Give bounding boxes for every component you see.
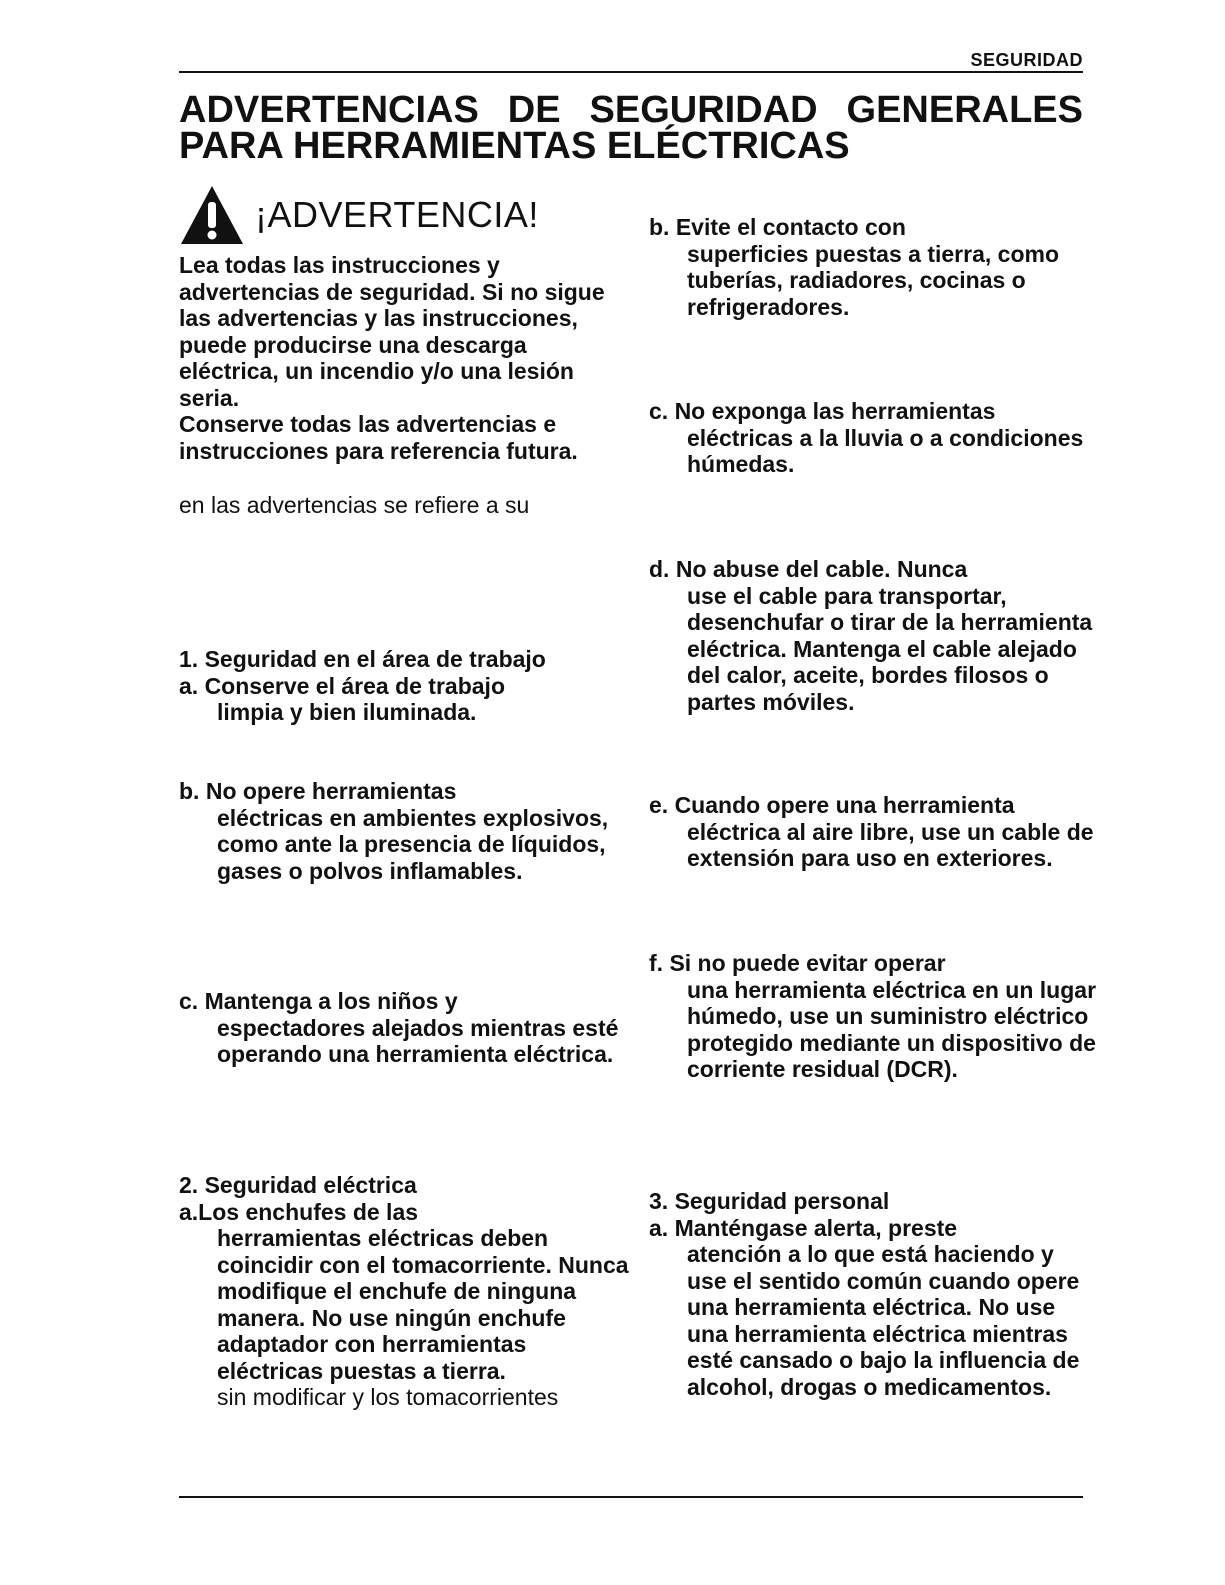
- warning-keep-text: Conserve todas las advertencias e instrucciones para referencia futura.: [179, 411, 578, 464]
- item-1c-text: espectadores alejados mientras esté operando una herramienta eléctrica.: [217, 1014, 619, 1067]
- left-column: [179, 178, 629, 1410]
- item-r-f: [649, 950, 1099, 1083]
- item-r-f-text: una herramienta eléctrica en un lugar húmedo, use un suministro eléctrico protegido mediante un dispositivo de corriente residual (DCR).: [687, 976, 1097, 1082]
- item-1b-lead: b. No opere herramientas: [179, 778, 457, 804]
- item-r-e: [649, 792, 1099, 872]
- section-1-heading: 1. Seguridad en el área de trabajo: [179, 646, 546, 672]
- item-2a-text: herramientas eléctricas deben coincidir con el tomacorriente. Nunca modifique el enchufe de ninguna manera. No use ningún enchufe adaptador con herramientas eléctricas puestas a tierra.: [217, 1225, 629, 1384]
- page-title: ADVERTENCIAS DE SEGURIDAD GENERALES PARA HERRAMIENTAS ELÉCTRICAS: [179, 89, 1083, 167]
- item-1b-text: eléctricas en ambientes explosivos, como ante la presencia de líquidos, gases o polvos inflamables.: [217, 804, 609, 884]
- warning-heading: [179, 178, 619, 252]
- section-3-heading: 3. Seguridad personal: [649, 1188, 890, 1214]
- item-1a-lead: a. Conserve el área de trabajo: [179, 672, 505, 699]
- item-2a: [179, 1199, 629, 1385]
- item-r-b-text: superficies puestas a tierra, como tuberías, radiadores, cocinas o refrigeradores.: [687, 240, 1059, 320]
- item-r-d-lead: d. No abuse del cable. Nunca: [649, 556, 968, 582]
- bottom-rule: [179, 1496, 1083, 1498]
- item-r-e-lead: e. Cuando opere una herramienta: [649, 792, 1015, 818]
- item-2a-lead: a.Los enchufes de las: [179, 1198, 419, 1225]
- item-r-d: [649, 556, 1099, 715]
- warning-label: ¡ADVERTENCIA!: [255, 194, 539, 235]
- warning-note: en las advertencias se refiere a su: [179, 492, 530, 518]
- item-r-c: [649, 398, 1099, 478]
- item-1c-lead: c. Mantenga a los niños y: [179, 988, 458, 1014]
- item-1a-text: limpia y bien iluminada.: [217, 699, 477, 725]
- item-r-d-text: use el cable para transportar, desenchufar o tirar de la herramienta eléctrica. Mantenga el cable alejado del calor, aceite, bordes filosos o partes móviles.: [687, 582, 1093, 715]
- item-1a: [179, 673, 629, 726]
- item-3a-text: atención a lo que está haciendo y use el sentido común cuando opere una herramienta eléctrica. No use una herramienta eléctrica mientras esté cansado o bajo la influencia de alcohol, drogas o medicamentos.: [687, 1241, 1080, 1400]
- item-r-f-lead: f. Si no puede evitar operar: [649, 950, 946, 976]
- warning-triangle-icon: [179, 184, 245, 246]
- item-2a-note: sin modificar y los tomacorrientes: [217, 1384, 559, 1410]
- item-r-b: [649, 214, 1099, 320]
- item-r-c-lead: c. No exponga las herramientas: [649, 398, 996, 424]
- top-rule: [179, 71, 1083, 73]
- item-3a-lead: a. Manténgase alerta, preste: [649, 1214, 958, 1241]
- item-r-c-text: eléctricas a la lluvia o a condiciones húmedas.: [687, 424, 1084, 477]
- section-2-heading: 2. Seguridad eléctrica: [179, 1172, 417, 1198]
- item-r-b-lead: b. Evite el contacto con: [649, 214, 906, 240]
- item-3a: [649, 1215, 1099, 1401]
- warning-text: Lea todas las instrucciones y advertencias de seguridad. Si no sigue las advertencias y las instrucciones, puede producirse una descarga eléctrica, un incendio y/o una lesión seria.: [179, 252, 605, 411]
- item-r-e-text: eléctrica al aire libre, use un cable de extensión para uso en exteriores.: [687, 818, 1094, 871]
- section-header: SEGURIDAD: [970, 50, 1083, 70]
- item-1c: [179, 988, 629, 1068]
- item-1b: [179, 778, 629, 884]
